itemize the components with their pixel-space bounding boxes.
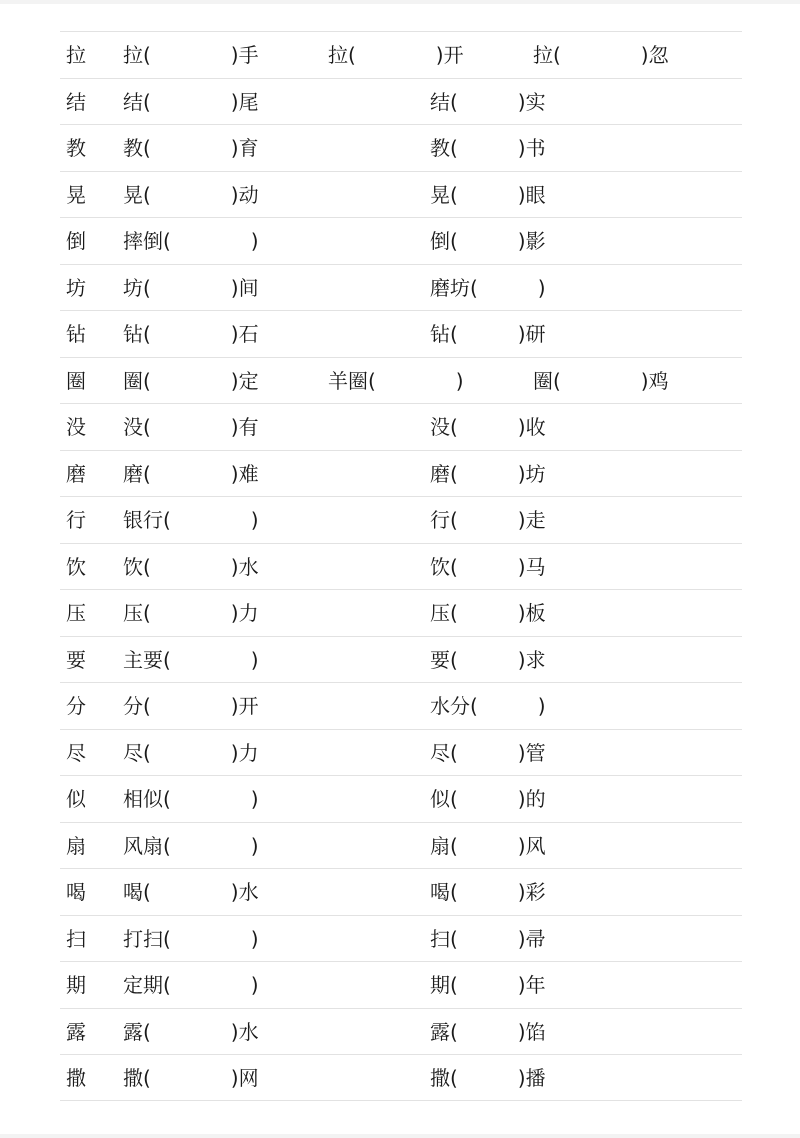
polyphone-character: 扇: [66, 833, 86, 858]
word-blank-3: 似( )的: [430, 787, 546, 811]
word-blank-3: 饮( )马: [430, 554, 546, 579]
word-blank-3: 要( )求: [430, 647, 546, 672]
polyphone-character: 尽: [66, 740, 86, 765]
word-blank-1: 相似( ): [123, 787, 259, 811]
worksheet-row: [60, 822, 742, 869]
word-blank-1: 银行( ): [123, 508, 259, 532]
word-blank-3: 期( )年: [430, 973, 546, 997]
polyphone-character: 要: [66, 647, 86, 672]
word-blank-1: 坊( )间: [123, 275, 259, 300]
word-blank-1: 压( )力: [123, 601, 259, 625]
word-blank-1: 露( )水: [123, 1019, 259, 1044]
word-blank-3: 钻( )研: [430, 322, 546, 346]
worksheet-row: [60, 868, 742, 915]
worksheet-row: [60, 403, 742, 450]
worksheet-row: [60, 217, 742, 264]
word-blank-3: 教( )书: [430, 136, 546, 160]
worksheet-row: [60, 729, 742, 776]
polyphone-character: 拉: [66, 43, 86, 67]
polyphone-character: 钻: [66, 322, 86, 346]
word-blank-1: 没( )有: [123, 415, 259, 439]
polyphone-character: 似: [66, 787, 86, 811]
worksheet-row: [60, 171, 742, 218]
word-blank-3: 扫( )帚: [430, 926, 546, 951]
polyphone-character: 坊: [66, 275, 86, 300]
polyphone-character: 期: [66, 973, 86, 997]
worksheet-row: [60, 31, 742, 78]
bottom-edge: [0, 1134, 800, 1138]
word-blank-3: 倒( )影: [430, 229, 546, 253]
worksheet-row: [60, 357, 742, 404]
worksheet-row: [60, 915, 742, 962]
word-blank-1: 拉( )手: [123, 43, 259, 67]
polyphone-character: 撒: [66, 1066, 86, 1090]
word-blank-1: 圈( )定: [123, 368, 259, 393]
word-blank-1: 尽( )力: [123, 740, 259, 765]
word-blank-1: 主要( ): [123, 647, 259, 672]
polyphone-character: 结: [66, 89, 86, 114]
polyphone-character: 分: [66, 694, 86, 718]
word-blank-2: 拉( )开: [328, 43, 464, 67]
polyphone-character: 露: [66, 1019, 86, 1044]
worksheet-row: [60, 124, 742, 171]
word-blank-3: 磨坊( ): [430, 275, 546, 300]
word-blank-1: 结( )尾: [123, 89, 259, 114]
word-blank-3: 喝( )彩: [430, 880, 546, 904]
polyphone-character: 喝: [66, 880, 86, 904]
worksheet-row: [60, 310, 742, 357]
polyphone-character: 压: [66, 601, 86, 625]
word-blank-1: 饮( )水: [123, 554, 259, 579]
word-blank-1: 分( )开: [123, 694, 259, 718]
word-blank-1: 摔倒( ): [123, 229, 259, 253]
word-blank-1: 喝( )水: [123, 880, 259, 904]
word-blank-3: 水分( ): [430, 694, 546, 718]
word-blank-1: 打扫( ): [123, 926, 259, 951]
polyphone-worksheet: [60, 31, 742, 1101]
word-blank-2: 羊圈( ): [328, 368, 464, 393]
polyphone-character: 圈: [66, 368, 86, 393]
worksheet-row: [60, 589, 742, 636]
polyphone-character: 饮: [66, 554, 86, 579]
word-blank-3: 尽( )管: [430, 740, 546, 765]
word-blank-3: 没( )收: [430, 415, 546, 439]
worksheet-row: [60, 264, 742, 311]
worksheet-row: [60, 636, 742, 683]
word-blank-1: 晃( )动: [123, 182, 259, 207]
word-blank-1: 教( )育: [123, 136, 259, 160]
worksheet-row: [60, 1054, 742, 1101]
polyphone-character: 扫: [66, 926, 86, 951]
worksheet-row: [60, 1008, 742, 1055]
word-blank-4: 圈( )鸡: [533, 368, 669, 393]
word-blank-1: 磨( )难: [123, 461, 259, 486]
worksheet-row: [60, 682, 742, 729]
word-blank-1: 撒( )网: [123, 1066, 259, 1090]
polyphone-character: 倒: [66, 229, 86, 253]
word-blank-3: 撒( )播: [430, 1066, 546, 1090]
word-blank-3: 压( )板: [430, 601, 546, 625]
worksheet-row: [60, 775, 742, 822]
word-blank-3: 磨( )坊: [430, 461, 546, 486]
word-blank-1: 风扇( ): [123, 833, 259, 858]
worksheet-row: [60, 496, 742, 543]
worksheet-row: [60, 961, 742, 1008]
top-edge: [0, 0, 800, 4]
word-blank-1: 定期( ): [123, 973, 259, 997]
word-blank-3: 露( )馅: [430, 1019, 546, 1044]
word-blank-1: 钻( )石: [123, 322, 259, 346]
word-blank-3: 结( )实: [430, 89, 546, 114]
word-blank-3: 扇( )风: [430, 833, 546, 858]
polyphone-character: 教: [66, 136, 86, 160]
polyphone-character: 磨: [66, 461, 86, 486]
worksheet-row: [60, 78, 742, 125]
word-blank-3: 行( )走: [430, 508, 546, 532]
word-blank-4: 拉( )忽: [533, 43, 669, 67]
worksheet-row: [60, 450, 742, 497]
polyphone-character: 行: [66, 508, 86, 532]
worksheet-row: [60, 543, 742, 590]
polyphone-character: 没: [66, 415, 86, 439]
polyphone-character: 晃: [66, 182, 86, 207]
word-blank-3: 晃( )眼: [430, 182, 546, 207]
